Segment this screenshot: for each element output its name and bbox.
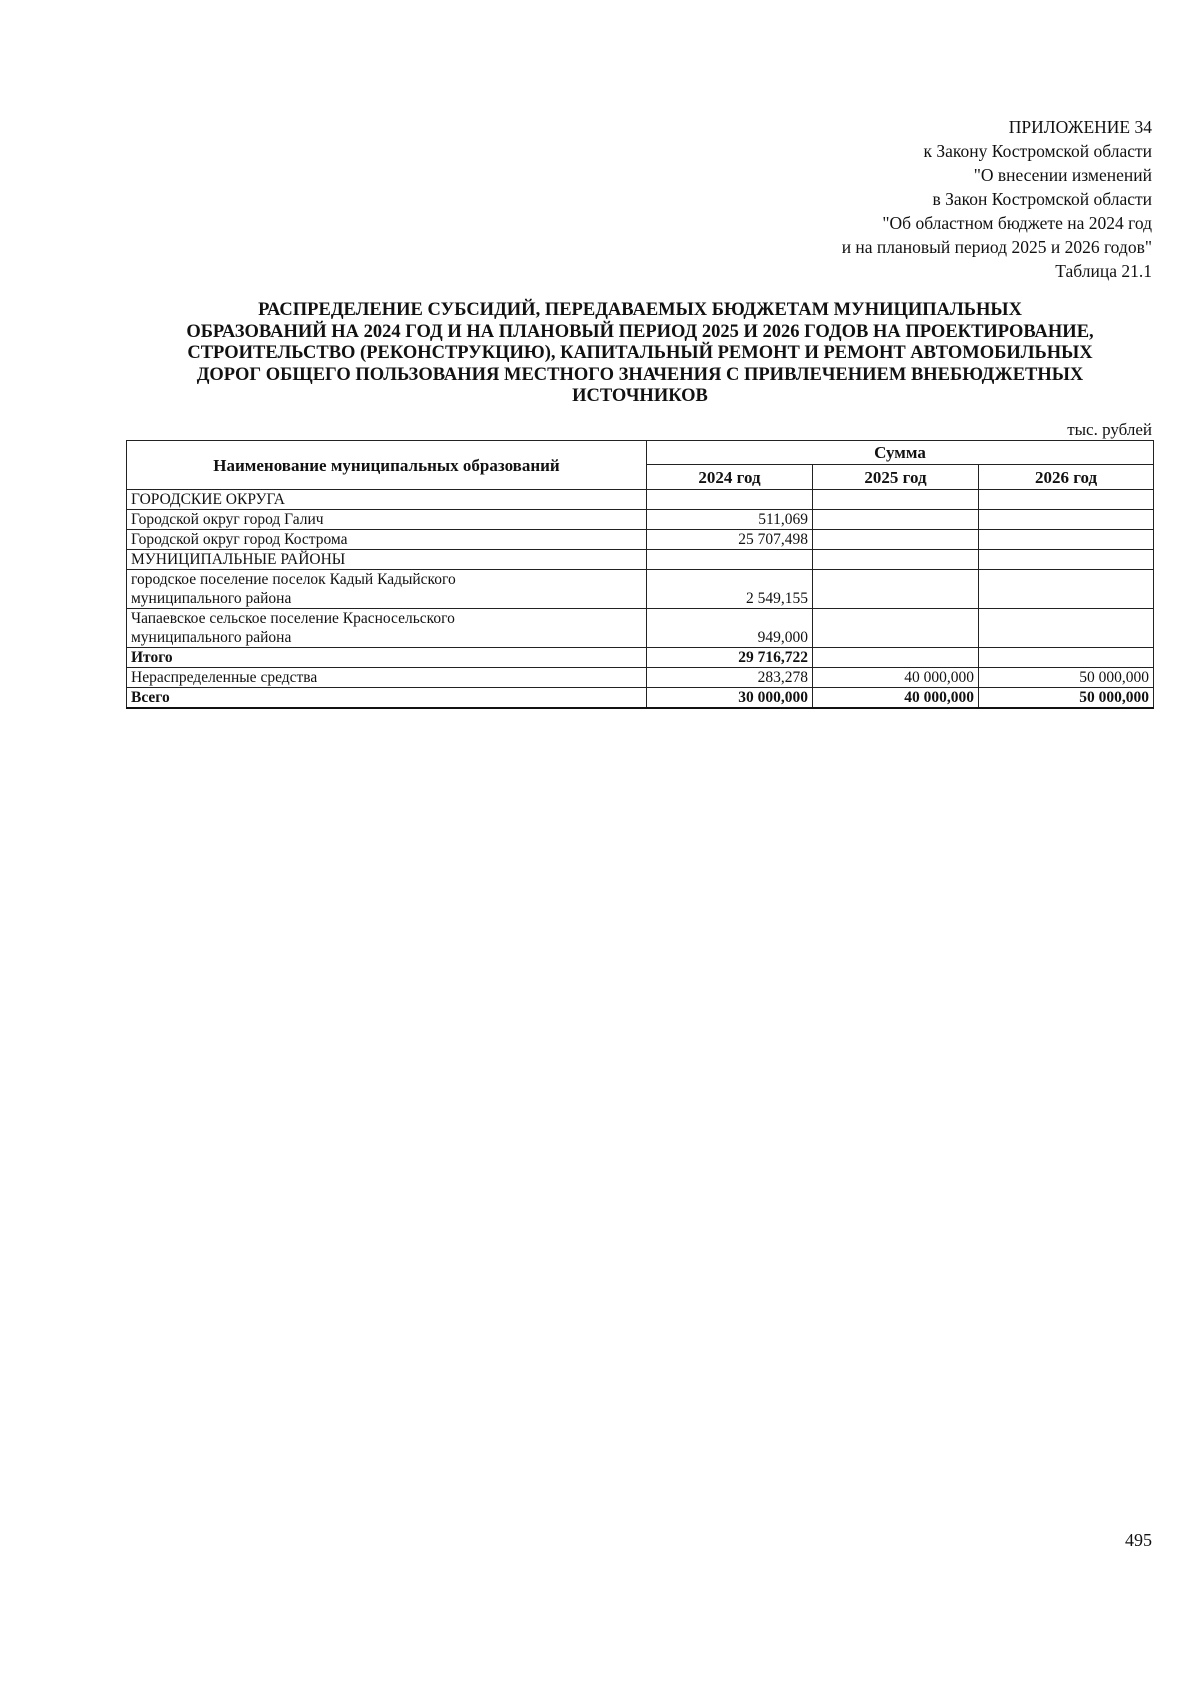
document-title: [120, 300, 1160, 408]
value-2026: [979, 648, 1154, 668]
row-name: [127, 668, 647, 688]
page-number: 495: [1125, 1530, 1152, 1550]
appendix-line: и на плановый период 2025 и 2026 годов": [841, 237, 1152, 257]
row-name-line: муниципального района: [131, 629, 292, 646]
table-row: [127, 688, 1154, 709]
row-name-line: ГОРОДСКИЕ ОКРУГА: [131, 491, 285, 508]
title-line: ИСТОЧНИКОВ: [572, 386, 708, 406]
value-2024: 29 716,722: [647, 648, 813, 668]
row-name-line: муниципального района: [131, 590, 292, 607]
row-name-line: городское поселение поселок Кадый Кадыйского: [131, 571, 456, 588]
value-2024: 25 707,498: [647, 530, 813, 550]
value-2025: [813, 609, 979, 648]
value-2026: [979, 530, 1154, 550]
row-name: [127, 530, 647, 550]
value-2025: 40 000,000: [813, 668, 979, 688]
value-2024: 511,069: [647, 510, 813, 530]
subsidy-table: [126, 440, 1154, 709]
value-2024: 283,278: [647, 668, 813, 688]
value-2024: 30 000,000: [647, 688, 813, 709]
value-2025: [813, 490, 979, 510]
row-name-line: Городской округ город Кострома: [131, 531, 348, 548]
column-header-sum: Сумма: [647, 441, 1154, 465]
value-2024: 2 549,155: [647, 570, 813, 609]
column-header-name: Наименование муниципальных образований: [127, 441, 647, 490]
table-row: [127, 510, 1154, 530]
table-row: [127, 609, 1154, 648]
value-2026: [979, 609, 1154, 648]
value-2026: 50 000,000: [979, 688, 1154, 709]
table-row: [127, 648, 1154, 668]
table-row: [127, 490, 1154, 510]
value-2025: [813, 510, 979, 530]
table-body: [127, 490, 1154, 709]
row-name: [127, 490, 647, 510]
table-row: [127, 530, 1154, 550]
appendix-line: "О внесении изменений: [973, 165, 1152, 185]
units-label: тыс. рублей: [1067, 420, 1152, 439]
value-2025: [813, 530, 979, 550]
row-name: [127, 510, 647, 530]
value-2026: [979, 570, 1154, 609]
row-name: [127, 688, 647, 709]
value-2024: [647, 550, 813, 570]
row-name: [127, 648, 647, 668]
appendix-line: к Закону Костромской области: [923, 141, 1152, 161]
appendix-line: "Об областном бюджете на 2024 год: [882, 213, 1152, 233]
appendix-line: ПРИЛОЖЕНИЕ 34: [1008, 117, 1152, 137]
value-2026: [979, 550, 1154, 570]
row-name-line: Всего: [131, 689, 170, 706]
row-name: [127, 609, 647, 648]
column-header-2024: 2024 год: [647, 465, 813, 490]
row-name: [127, 550, 647, 570]
value-2026: [979, 490, 1154, 510]
value-2025: [813, 570, 979, 609]
value-2025: 40 000,000: [813, 688, 979, 709]
table-row: [127, 570, 1154, 609]
row-name-line: Нераспределенные средства: [131, 669, 318, 686]
value-2025: [813, 648, 979, 668]
row-name-line: Итого: [131, 649, 173, 666]
value-2025: [813, 550, 979, 570]
row-name-line: МУНИЦИПАЛЬНЫЕ РАЙОНЫ: [131, 551, 346, 568]
table-row: [127, 550, 1154, 570]
value-2024: [647, 490, 813, 510]
table-number: Таблица 21.1: [1055, 261, 1152, 281]
row-name: [127, 570, 647, 609]
title-line: РАСПРЕДЕЛЕНИЕ СУБСИДИЙ, ПЕРЕДАВАЕМЫХ БЮДЖЕТАМ МУНИЦИПАЛЬНЫХ: [258, 300, 1022, 320]
title-line: ОБРАЗОВАНИЙ НА 2024 ГОД И НА ПЛАНОВЫЙ ПЕРИОД 2025 И 2026 ГОДОВ НА ПРОЕКТИРОВАНИЕ,: [186, 321, 1094, 342]
value-2026: [979, 510, 1154, 530]
appendix-line: в Закон Костромской области: [932, 189, 1152, 209]
row-name-line: Городской округ город Галич: [131, 511, 324, 528]
value-2024: 949,000: [647, 609, 813, 648]
title-line: ДОРОГ ОБЩЕГО ПОЛЬЗОВАНИЯ МЕСТНОГО ЗНАЧЕНИЯ С ПРИВЛЕЧЕНИЕМ ВНЕБЮДЖЕТНЫХ: [196, 364, 1084, 385]
row-name-line: Чапаевское сельское поселение Красносельского: [131, 610, 455, 627]
value-2026: 50 000,000: [979, 668, 1154, 688]
column-header-2025: 2025 год: [813, 465, 979, 490]
table-row: [127, 668, 1154, 688]
column-header-2026: 2026 год: [979, 465, 1154, 490]
appendix-header: [632, 115, 1152, 283]
title-line: СТРОИТЕЛЬСТВО (РЕКОНСТРУКЦИЮ), КАПИТАЛЬНЫЙ РЕМОНТ И РЕМОНТ АВТОМОБИЛЬНЫХ: [187, 343, 1093, 363]
